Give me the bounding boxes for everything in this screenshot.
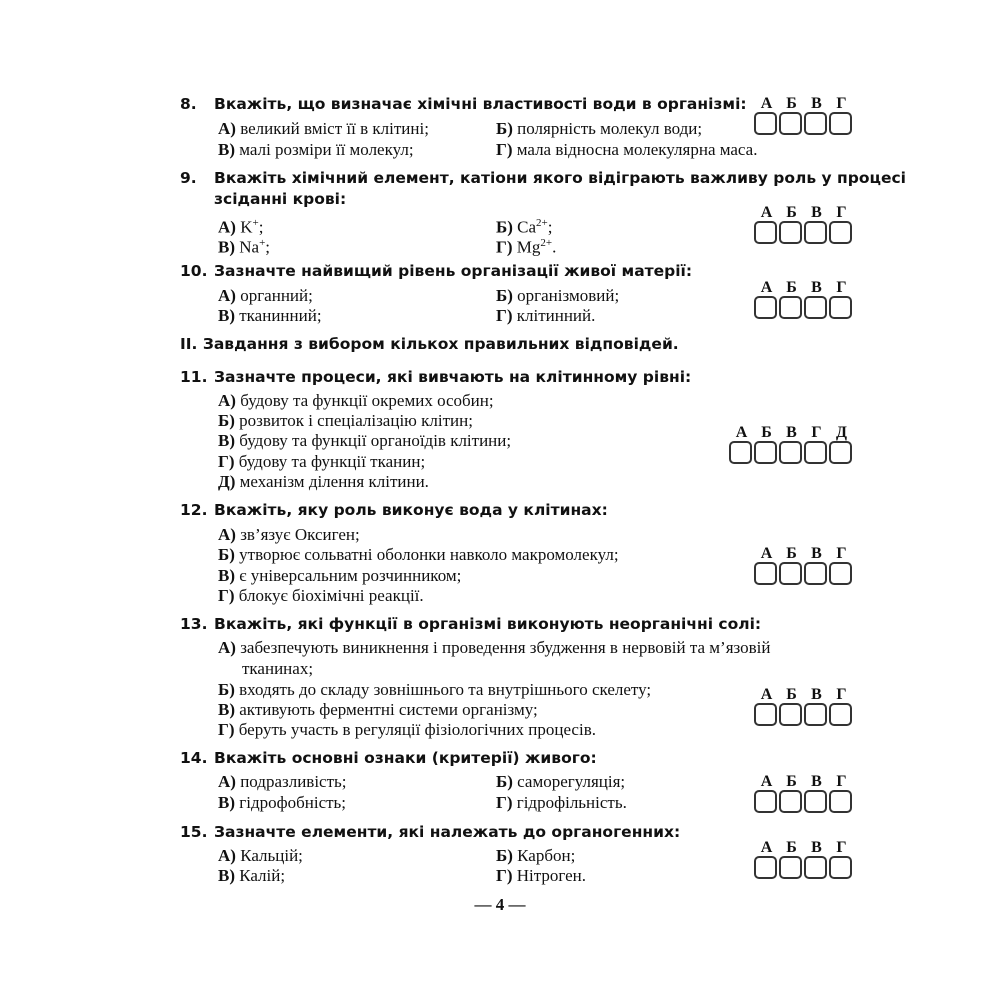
answer-letter: Г bbox=[836, 686, 847, 703]
q11-option-a: А) будову та функції окремих особин; bbox=[218, 391, 494, 410]
q10-option-d: Г) клітинний. bbox=[496, 306, 596, 325]
answer-letter: Б bbox=[786, 95, 797, 112]
answer-letter: А bbox=[760, 279, 773, 296]
answer-letter: А bbox=[760, 773, 773, 790]
answer-box[interactable] bbox=[804, 221, 827, 244]
answer-box[interactable] bbox=[829, 856, 852, 879]
answer-letter: А bbox=[760, 95, 773, 112]
q9-number: 9. bbox=[180, 169, 197, 187]
q13-option-b: Б) входять до складу зовнішнього та внутрішнього скелету; bbox=[218, 680, 652, 699]
answer-box[interactable] bbox=[754, 856, 777, 879]
answer-box[interactable] bbox=[829, 562, 852, 585]
q12-option-c: В) є універсальним розчинником; bbox=[218, 566, 462, 585]
answer-letter: В bbox=[811, 204, 822, 221]
q15-option-d: Г) Нітроген. bbox=[496, 866, 587, 885]
q14-number: 14. bbox=[180, 749, 208, 767]
q12-number: 12. bbox=[180, 501, 208, 519]
answer-letter: В bbox=[811, 279, 822, 296]
q14-option-b: Б) саморегуляція; bbox=[496, 772, 626, 791]
q11-option-e: Д) механізм ділення клітини. bbox=[218, 472, 429, 491]
page-number: — 4 — bbox=[474, 895, 526, 914]
answer-box[interactable] bbox=[829, 112, 852, 135]
q10-option-c: В) тканинний; bbox=[218, 306, 322, 325]
q13-option-d: Г) беруть участь в регуляції фізіологічних процесів. bbox=[218, 720, 596, 739]
q14-option-a: А) подразливість; bbox=[218, 772, 347, 791]
q8-option-b: Б) полярність молекул води; bbox=[496, 119, 703, 138]
answer-letter: А bbox=[735, 424, 748, 441]
q15-text: Зазначте елементи, які належать до органогенних: bbox=[214, 823, 681, 841]
answer-box[interactable] bbox=[804, 441, 827, 464]
q11-answer-grid bbox=[729, 425, 854, 464]
q9-text-line1: Вкажіть хімічний елемент, катіони якого відіграють важливу роль у процесі bbox=[214, 169, 906, 187]
answer-letter: В bbox=[811, 773, 822, 790]
q13-answer-grid bbox=[754, 687, 854, 726]
answer-letter: Г bbox=[836, 839, 847, 856]
answer-letter: А bbox=[760, 686, 773, 703]
answer-box[interactable] bbox=[804, 703, 827, 726]
q12-option-d: Г) блокує біохімічні реакції. bbox=[218, 586, 424, 605]
q10-option-b: Б) організмовий; bbox=[496, 286, 620, 305]
q13-option-c: В) активують ферментні системи організму; bbox=[218, 700, 538, 719]
q9-option-a: А) K+; bbox=[218, 217, 264, 237]
section-heading: II. Завдання з вибором кількох правильних відповідей. bbox=[180, 335, 679, 353]
q12-option-b: Б) утворює сольватні оболонки навколо макромолекул; bbox=[218, 545, 619, 564]
answer-letter: Г bbox=[836, 95, 847, 112]
answer-letter: Г bbox=[836, 545, 847, 562]
answer-box[interactable] bbox=[779, 856, 802, 879]
answer-letter: В bbox=[811, 686, 822, 703]
answer-box[interactable] bbox=[779, 112, 802, 135]
q13-option-a: А) забезпечують виникнення і проведення збудження в нервовій та м’язовій bbox=[218, 638, 771, 657]
answer-box[interactable] bbox=[754, 562, 777, 585]
q15-option-b: Б) Карбон; bbox=[496, 846, 576, 865]
q15-option-a: А) Кальцій; bbox=[218, 846, 303, 865]
answer-box[interactable] bbox=[779, 703, 802, 726]
answer-box[interactable] bbox=[779, 562, 802, 585]
answer-box[interactable] bbox=[754, 790, 777, 813]
answer-box[interactable] bbox=[804, 112, 827, 135]
answer-box[interactable] bbox=[829, 790, 852, 813]
answer-box[interactable] bbox=[804, 790, 827, 813]
q9-text-line2: зсіданні крові: bbox=[214, 190, 347, 208]
answer-box[interactable] bbox=[754, 703, 777, 726]
q10-option-a: А) органний; bbox=[218, 286, 313, 305]
answer-box[interactable] bbox=[829, 296, 852, 319]
answer-box[interactable] bbox=[779, 790, 802, 813]
answer-box[interactable] bbox=[729, 441, 752, 464]
q9-option-c: В) Na+; bbox=[218, 237, 271, 257]
answer-letter: Б bbox=[786, 204, 797, 221]
q8-option-c: В) малі розміри її молекул; bbox=[218, 140, 414, 159]
answer-letter: Б bbox=[786, 279, 797, 296]
q9-option-b: Б) $Ca^{2+}$; bbox=[496, 217, 553, 237]
answer-letter: В bbox=[811, 839, 822, 856]
answer-letter: Б bbox=[786, 773, 797, 790]
answer-letter: А bbox=[760, 204, 773, 221]
answer-box[interactable] bbox=[754, 441, 777, 464]
answer-letter: В bbox=[811, 545, 822, 562]
q13-text: Вкажіть, які функції в організмі виконують неорганічні солі: bbox=[214, 615, 762, 633]
q13-number: 13. bbox=[180, 615, 208, 633]
q14-text: Вкажіть основні ознаки (критерії) живого: bbox=[214, 749, 597, 767]
q13-option-a-cont: тканинах; bbox=[242, 659, 314, 678]
q11-option-d: Г) будову та функції тканин; bbox=[218, 452, 426, 471]
answer-letter: В bbox=[811, 95, 822, 112]
answer-letter: Б bbox=[786, 686, 797, 703]
q12-text: Вкажіть, яку роль виконує вода у клітинах: bbox=[214, 501, 608, 519]
answer-box[interactable] bbox=[779, 296, 802, 319]
answer-letter: А bbox=[760, 545, 773, 562]
q10-text: Зазначте найвищий рівень організації живої матерії: bbox=[214, 262, 693, 280]
q8-answer-grid bbox=[754, 96, 854, 135]
q8-option-a: А) великий вміст її в клітині; bbox=[218, 119, 429, 138]
answer-box[interactable] bbox=[754, 296, 777, 319]
q9-option-d: Г) $Mg^{2+}$. bbox=[496, 237, 557, 257]
answer-box[interactable] bbox=[829, 221, 852, 244]
q15-answer-grid bbox=[754, 840, 854, 879]
answer-letter: Б bbox=[786, 545, 797, 562]
answer-letter: Б bbox=[786, 839, 797, 856]
answer-box[interactable] bbox=[804, 296, 827, 319]
answer-box[interactable] bbox=[829, 703, 852, 726]
q10-number: 10. bbox=[180, 262, 208, 280]
q8-option-d: Г) мала відносна молекулярна маса. bbox=[496, 140, 758, 159]
q15-option-c: В) Калій; bbox=[218, 866, 286, 885]
q11-option-c: В) будову та функції органоїдів клітини; bbox=[218, 431, 512, 450]
answer-letter: В bbox=[786, 424, 797, 441]
q11-text: Зазначте процеси, які вивчають на клітинному рівні: bbox=[214, 368, 692, 386]
q11-option-b: Б) розвиток і спеціалізацію клітин; bbox=[218, 411, 473, 430]
answer-letter: Г bbox=[836, 279, 847, 296]
q11-number: 11. bbox=[180, 368, 208, 386]
answer-letter: Б bbox=[761, 424, 772, 441]
answer-box[interactable] bbox=[779, 441, 802, 464]
answer-letter: Г bbox=[836, 204, 847, 221]
answer-box[interactable] bbox=[829, 441, 852, 464]
q12-answer-grid bbox=[754, 546, 854, 585]
q14-option-c: В) гідрофобність; bbox=[218, 793, 347, 812]
answer-letter: А bbox=[760, 839, 773, 856]
q14-option-d: Г) гідрофільність. bbox=[496, 793, 627, 812]
q15-number: 15. bbox=[180, 823, 208, 841]
q14-answer-grid bbox=[754, 774, 854, 813]
answer-box[interactable] bbox=[804, 856, 827, 879]
answer-letter: Г bbox=[836, 773, 847, 790]
answer-letter: Г bbox=[811, 424, 822, 441]
q10-answer-grid bbox=[754, 280, 854, 319]
q8-text: Вкажіть, що визначає хімічні властивості води в організмі: bbox=[214, 95, 747, 113]
answer-box[interactable] bbox=[754, 112, 777, 135]
answer-box[interactable] bbox=[754, 221, 777, 244]
answer-box[interactable] bbox=[804, 562, 827, 585]
q9-answer-grid bbox=[754, 205, 854, 244]
answer-letter: Д bbox=[835, 424, 847, 441]
q8-number: 8. bbox=[180, 95, 197, 113]
q12-option-a: А) зв’язує Оксиген; bbox=[218, 525, 360, 544]
answer-box[interactable] bbox=[779, 221, 802, 244]
